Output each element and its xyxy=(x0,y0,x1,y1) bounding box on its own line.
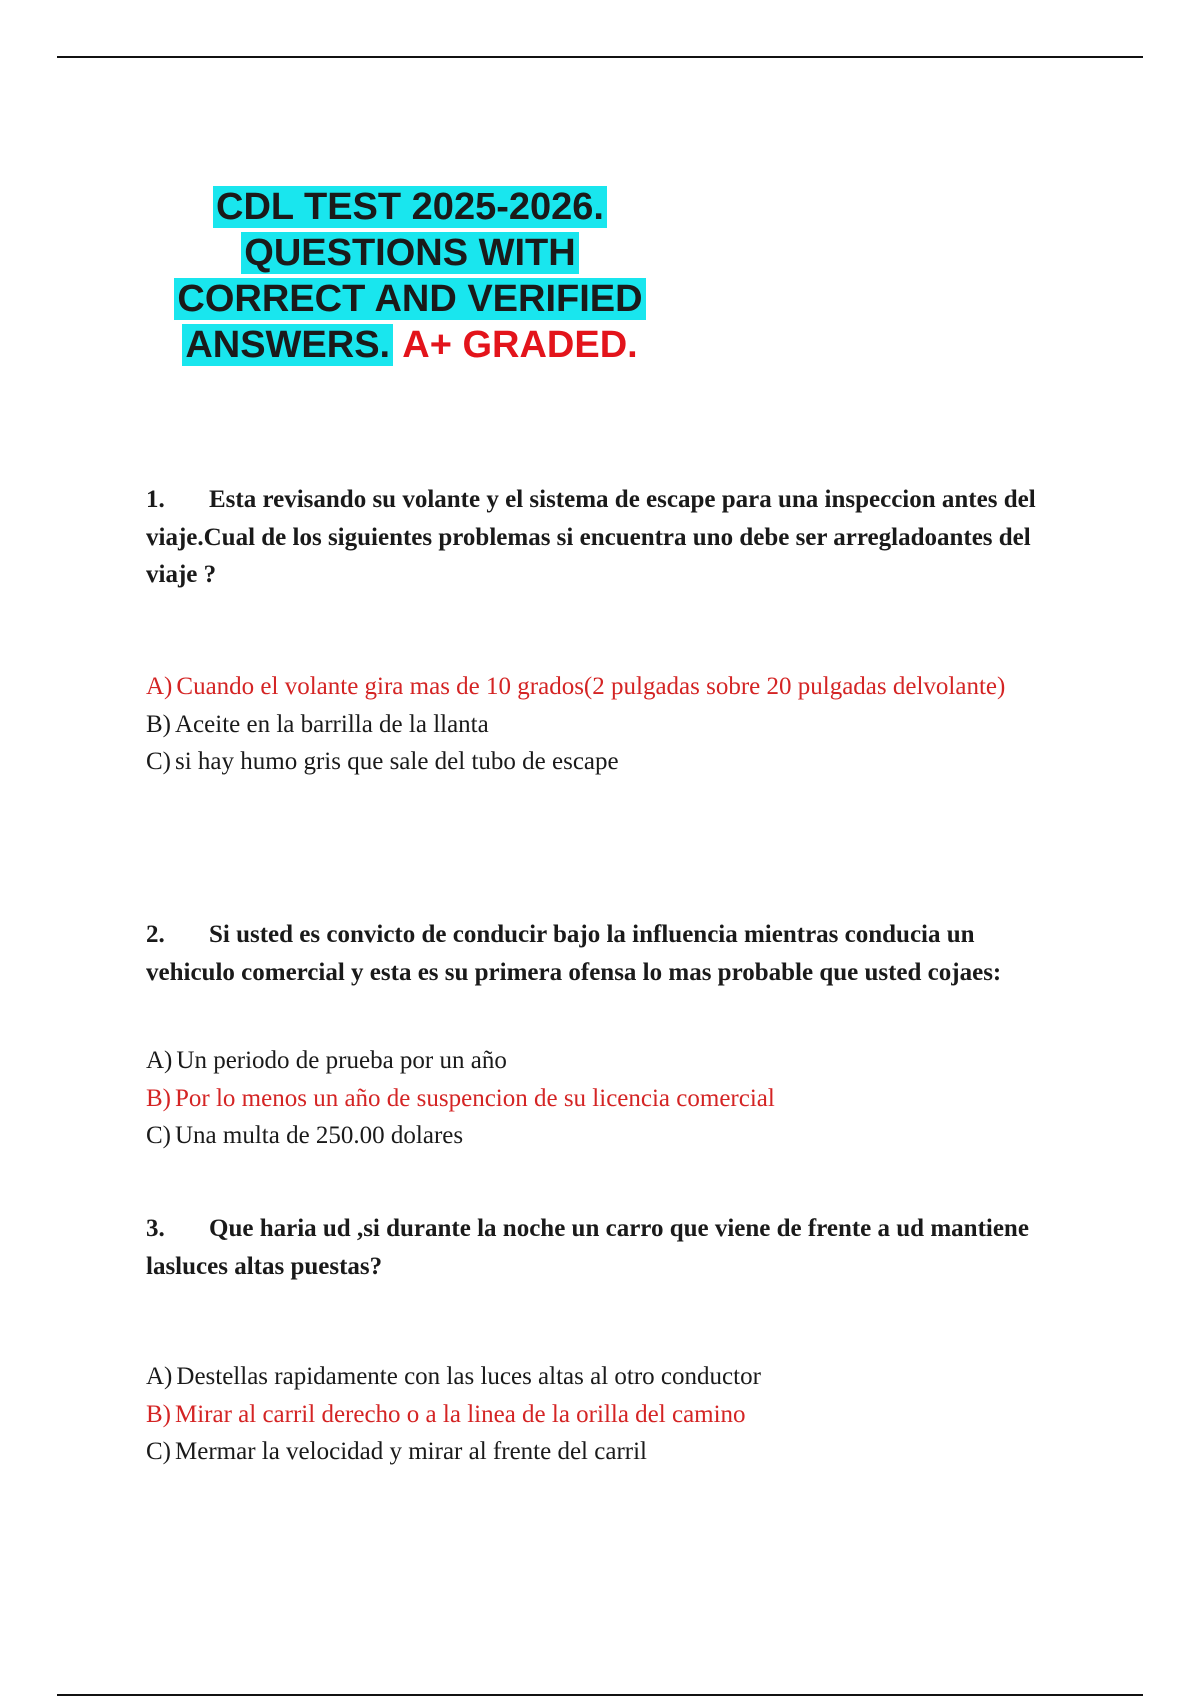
option-a xyxy=(146,1042,1046,1080)
option-text: Por lo menos un año de suspencion de su licencia comercial xyxy=(175,1084,775,1112)
option-b xyxy=(146,706,1046,744)
document-title xyxy=(140,184,680,368)
title-grade: A+ GRADED. xyxy=(402,324,638,366)
question-1-options xyxy=(146,668,1046,781)
title-line-3: CORRECT AND VERIFIED xyxy=(174,278,645,320)
option-text: Una multa de 250.00 dolares xyxy=(175,1122,464,1149)
option-text: Mirar al carril derecho o a la linea de la orilla del camino xyxy=(175,1400,746,1428)
title-line-1: CDL TEST 2025-2026. xyxy=(213,186,607,228)
option-letter: A) xyxy=(146,1363,173,1390)
question-number: 3. xyxy=(146,1215,165,1242)
option-letter: B) xyxy=(146,1084,171,1112)
option-a xyxy=(146,1358,1046,1396)
option-b xyxy=(146,1080,1046,1118)
question-3 xyxy=(146,1210,1046,1285)
option-text: Mermar la velocidad y mirar al frente del carril xyxy=(175,1438,647,1465)
question-text: Que haria ud ,si durante la noche un carro que viene de frente a ud mantiene lasluces altas puestas? xyxy=(146,1215,1029,1280)
option-letter: B) xyxy=(146,1400,171,1428)
option-c xyxy=(146,1117,1046,1155)
title-line-4: ANSWERS. xyxy=(182,324,393,366)
option-text: Un periodo de prueba por un año xyxy=(176,1047,507,1074)
option-c xyxy=(146,743,1046,781)
question-number: 2. xyxy=(146,921,165,948)
option-letter: B) xyxy=(146,710,171,738)
option-a xyxy=(146,668,1046,706)
question-1 xyxy=(146,481,1046,594)
question-2 xyxy=(146,916,1046,991)
question-text: Si usted es convicto de conducir bajo la influencia mientras conducia un vehiculo comercial y esta es su primera ofensa lo mas probable que usted cojaes: xyxy=(146,921,1002,986)
question-number: 1. xyxy=(146,486,165,513)
question-3-options xyxy=(146,1358,1046,1471)
option-letter: C) xyxy=(146,1122,171,1149)
title-line-2: QUESTIONS WITH xyxy=(241,232,578,274)
question-2-options xyxy=(146,1042,1046,1155)
option-b xyxy=(146,1396,1046,1434)
option-text: Aceite en la barrilla de la llanta xyxy=(175,710,489,738)
option-text: Cuando el volante gira mas de 10 grados(2 pulgadas sobre 20 pulgadas delvolante) xyxy=(176,673,1006,700)
footer-rule xyxy=(57,1694,1143,1696)
option-letter: A) xyxy=(146,1047,173,1074)
option-c xyxy=(146,1433,1046,1471)
option-letter: A) xyxy=(146,673,173,700)
option-text: si hay humo gris que sale del tubo de escape xyxy=(175,748,619,775)
header-rule xyxy=(57,56,1143,58)
question-text: Esta revisando su volante y el sistema de escape para una inspeccion antes del viaje.Cual de los siguientes problemas si encuentra uno debe ser arregladoantes del viaje ? xyxy=(146,486,1036,588)
option-letter: C) xyxy=(146,748,171,775)
option-letter: C) xyxy=(146,1438,171,1465)
option-text: Destellas rapidamente con las luces altas al otro conductor xyxy=(176,1363,761,1390)
